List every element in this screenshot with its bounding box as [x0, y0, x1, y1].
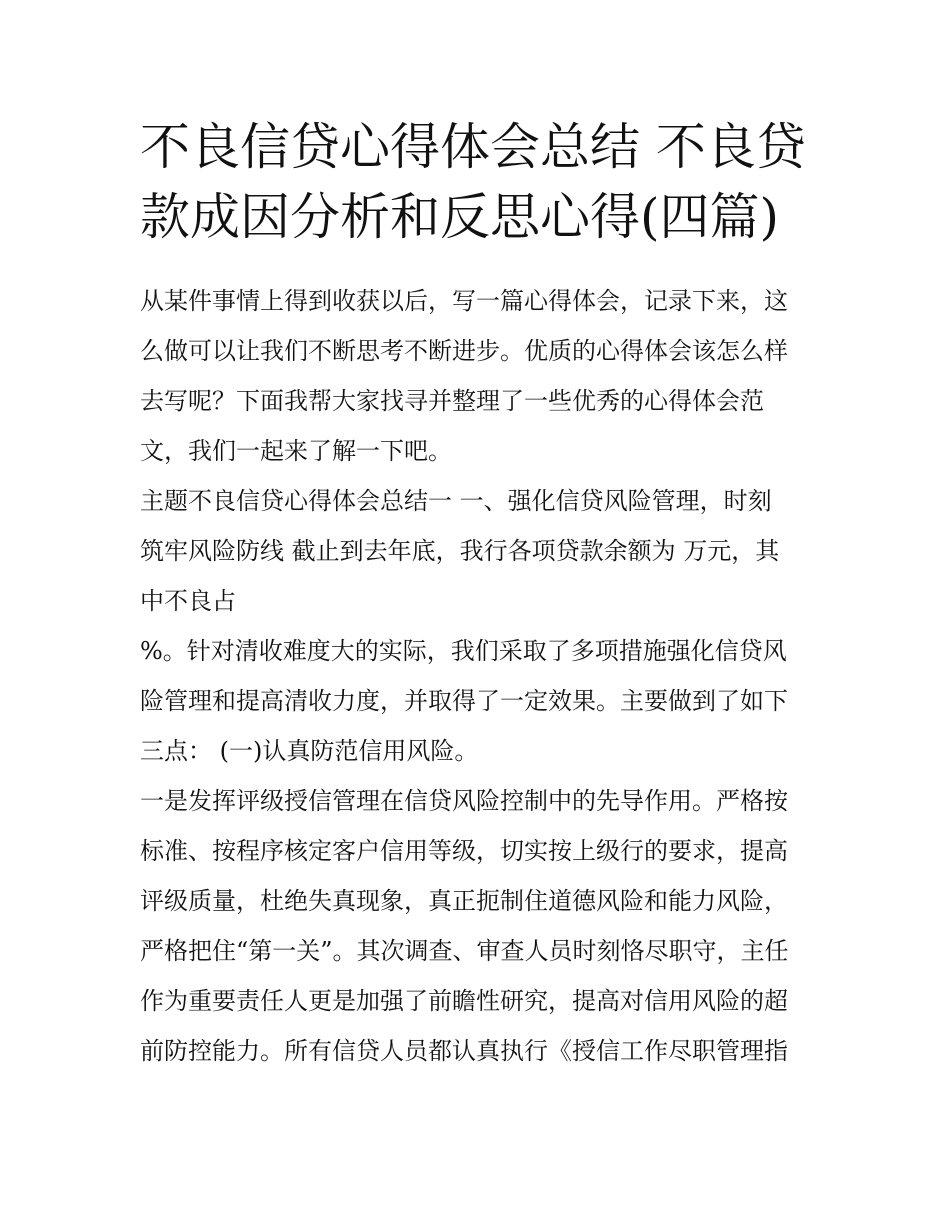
body-line-2: 么做可以让我们不断思考不断进步。优质的心得体会该怎么样 — [140, 337, 788, 365]
title-line-2: 款成因分析和反思心得(四篇) — [140, 188, 780, 246]
body-line-12: 标准、按程序核定客户信用等级，切实按上级行的要求，提高 — [140, 837, 788, 865]
document-title — [140, 112, 820, 252]
body-line-9: 险管理和提高清收力度，并取得了一定效果。主要做到了如下 — [140, 687, 788, 715]
body-line-14: 严格把住“第一关”。其次调查、审查人员时刻恪尽职守，主任 — [140, 937, 789, 965]
body-line-13: 评级质量，杜绝失真现象，真正扼制住道德风险和能力风险， — [140, 887, 788, 915]
body-line-16: 前防控能力。所有信贷人员都认真执行《授信工作尽职管理指 — [140, 1037, 788, 1065]
body-line-5: 主题不良信贷心得体会总结一 一、强化信贷风险管理，时刻 — [140, 487, 772, 515]
body-line-1: 从某件事情上得到收获以后，写一篇心得体会，记录下来，这 — [140, 287, 788, 315]
body-line-11: 一是发挥评级授信管理在信贷风险控制中的先导作用。严格按 — [140, 787, 788, 815]
body-line-7: 中不良占 — [140, 587, 236, 615]
body-line-10: 三点： (一)认真防范信用风险。 — [140, 737, 479, 765]
body-line-15: 作为重要责任人更是加强了前瞻性研究，提高对信用风险的超 — [140, 987, 788, 1015]
body-line-8: %。针对清收难度大的实际，我们采取了多项措施强化信贷风 — [140, 637, 787, 665]
body-line-6: 筑牢风险防线 截止到去年底，我行各项贷款余额为 万元，其 — [140, 537, 780, 565]
document-body — [140, 276, 820, 1076]
body-line-3: 去写呢？下面我帮大家找寻并整理了一些优秀的心得体会范 — [140, 387, 764, 415]
body-line-4: 文，我们一起来了解一下吧。 — [140, 437, 452, 465]
title-line-1: 不良信贷心得体会总结 不良贷 — [140, 118, 806, 176]
